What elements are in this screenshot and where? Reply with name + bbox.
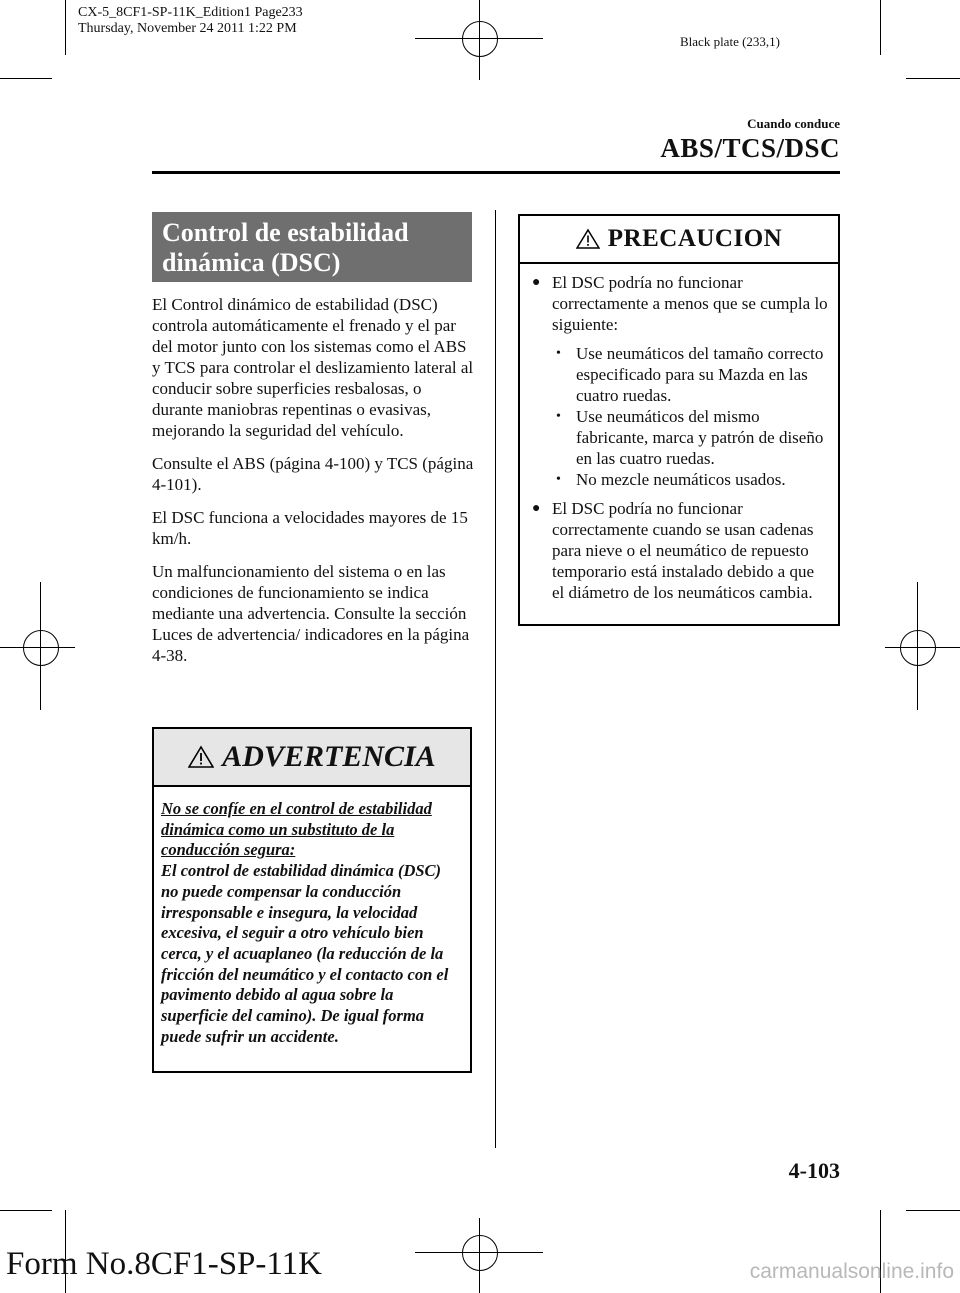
caution-sub-text: Use neumáticos del tamaño correcto especificado para su Mazda en las cuatro ruedas.	[576, 344, 824, 405]
warning-underlined-text: No se confíe en el control de estabilidad dinámica como un substituto de la conducción segura:	[161, 799, 432, 860]
caution-body	[520, 264, 838, 621]
bullet-icon: ●	[532, 275, 541, 290]
paragraph: El Control dinámico de estabilidad (DSC) controla automáticamente el frenado y el par del motor junto con los sistemas como el ABS y TCS para controlar el deslizamiento lateral al conducir sobre superficies resbalosas, o durante maniobras repentinas o evasivas, mejorando la seguridad del vehículo.	[152, 295, 474, 440]
section-heading	[152, 212, 472, 282]
header-rule	[152, 171, 840, 174]
sub-bullet-icon: •	[556, 472, 561, 487]
section-title: ABS/TCS/DSC	[660, 133, 840, 163]
sub-bullet-icon: •	[556, 346, 561, 361]
caution-bullet-text: El DSC podría no funcionar correctamente a menos que se cumpla lo siguiente:	[552, 273, 828, 334]
page-number: 4-103	[788, 1158, 840, 1183]
caution-sub-item	[530, 343, 830, 406]
watermark: carmanualsonline.info	[749, 1260, 954, 1283]
caution-bullet	[530, 272, 830, 335]
caution-bullet-text: El DSC podría no funcionar correctamente cuando se usan cadenas para nieve o el neumático de repuesto temporario está instalado debido a que el diámetro de los neumáticos cambia.	[552, 499, 814, 602]
paragraph: Consulte el ABS (página 4-100) y TCS (página 4-101).	[152, 454, 474, 494]
warning-title: ADVERTENCIA	[222, 740, 436, 773]
form-number: Form No.8CF1-SP-11K	[6, 1246, 322, 1282]
caution-sub-text: Use neumáticos del mismo fabricante, marca y patrón de diseño en las cuatro ruedas.	[576, 407, 824, 468]
caution-bullet	[530, 498, 830, 603]
caution-sub-item	[530, 406, 830, 469]
caution-sub-text: No mezcle neumáticos usados.	[576, 470, 786, 489]
column-divider	[495, 210, 496, 1148]
caution-sub-item	[530, 469, 830, 490]
print-date-line: Thursday, November 24 2011 1:22 PM	[78, 21, 297, 36]
sub-bullet-icon: •	[556, 409, 561, 424]
print-file-line: CX-5_8CF1-SP-11K_Edition1 Page233	[78, 5, 303, 20]
section-heading-line1: Control de estabilidad	[162, 218, 409, 247]
warning-body	[154, 787, 470, 1059]
warning-header	[154, 729, 470, 787]
plate-label: Black plate (233,1)	[680, 34, 780, 49]
caution-triangle-icon	[576, 228, 600, 250]
paragraph: El DSC funciona a velocidades mayores de 15 km/h.	[152, 508, 468, 548]
caution-box	[518, 214, 840, 626]
warning-box	[152, 727, 472, 1073]
section-heading-line2: dinámica (DSC)	[162, 248, 341, 277]
caution-header	[520, 216, 838, 264]
paragraph: Un malfuncionamiento del sistema o en las condiciones de funcionamiento se indica mediante una advertencia. Consulte la sección Luces de advertencia/ indicadores en la página 4-38.	[152, 562, 470, 665]
warning-triangle-icon	[188, 745, 214, 769]
bullet-icon: ●	[532, 501, 541, 516]
section-label: Cuando conduce	[747, 116, 840, 131]
caution-title: PRECAUCION	[607, 225, 783, 252]
body-text	[152, 294, 474, 678]
warning-text: El control de estabilidad dinámica (DSC) no puede compensar la conducción irresponsable e insegura, la velocidad excesiva, el seguir a otro vehículo bien cerca, y el acuaplaneo (la reducción de la fricción del neumático y el contacto con el pavimento debido al agua sobre la superficie del camino). De igual forma puede sufrir un accidente.	[161, 861, 449, 1046]
